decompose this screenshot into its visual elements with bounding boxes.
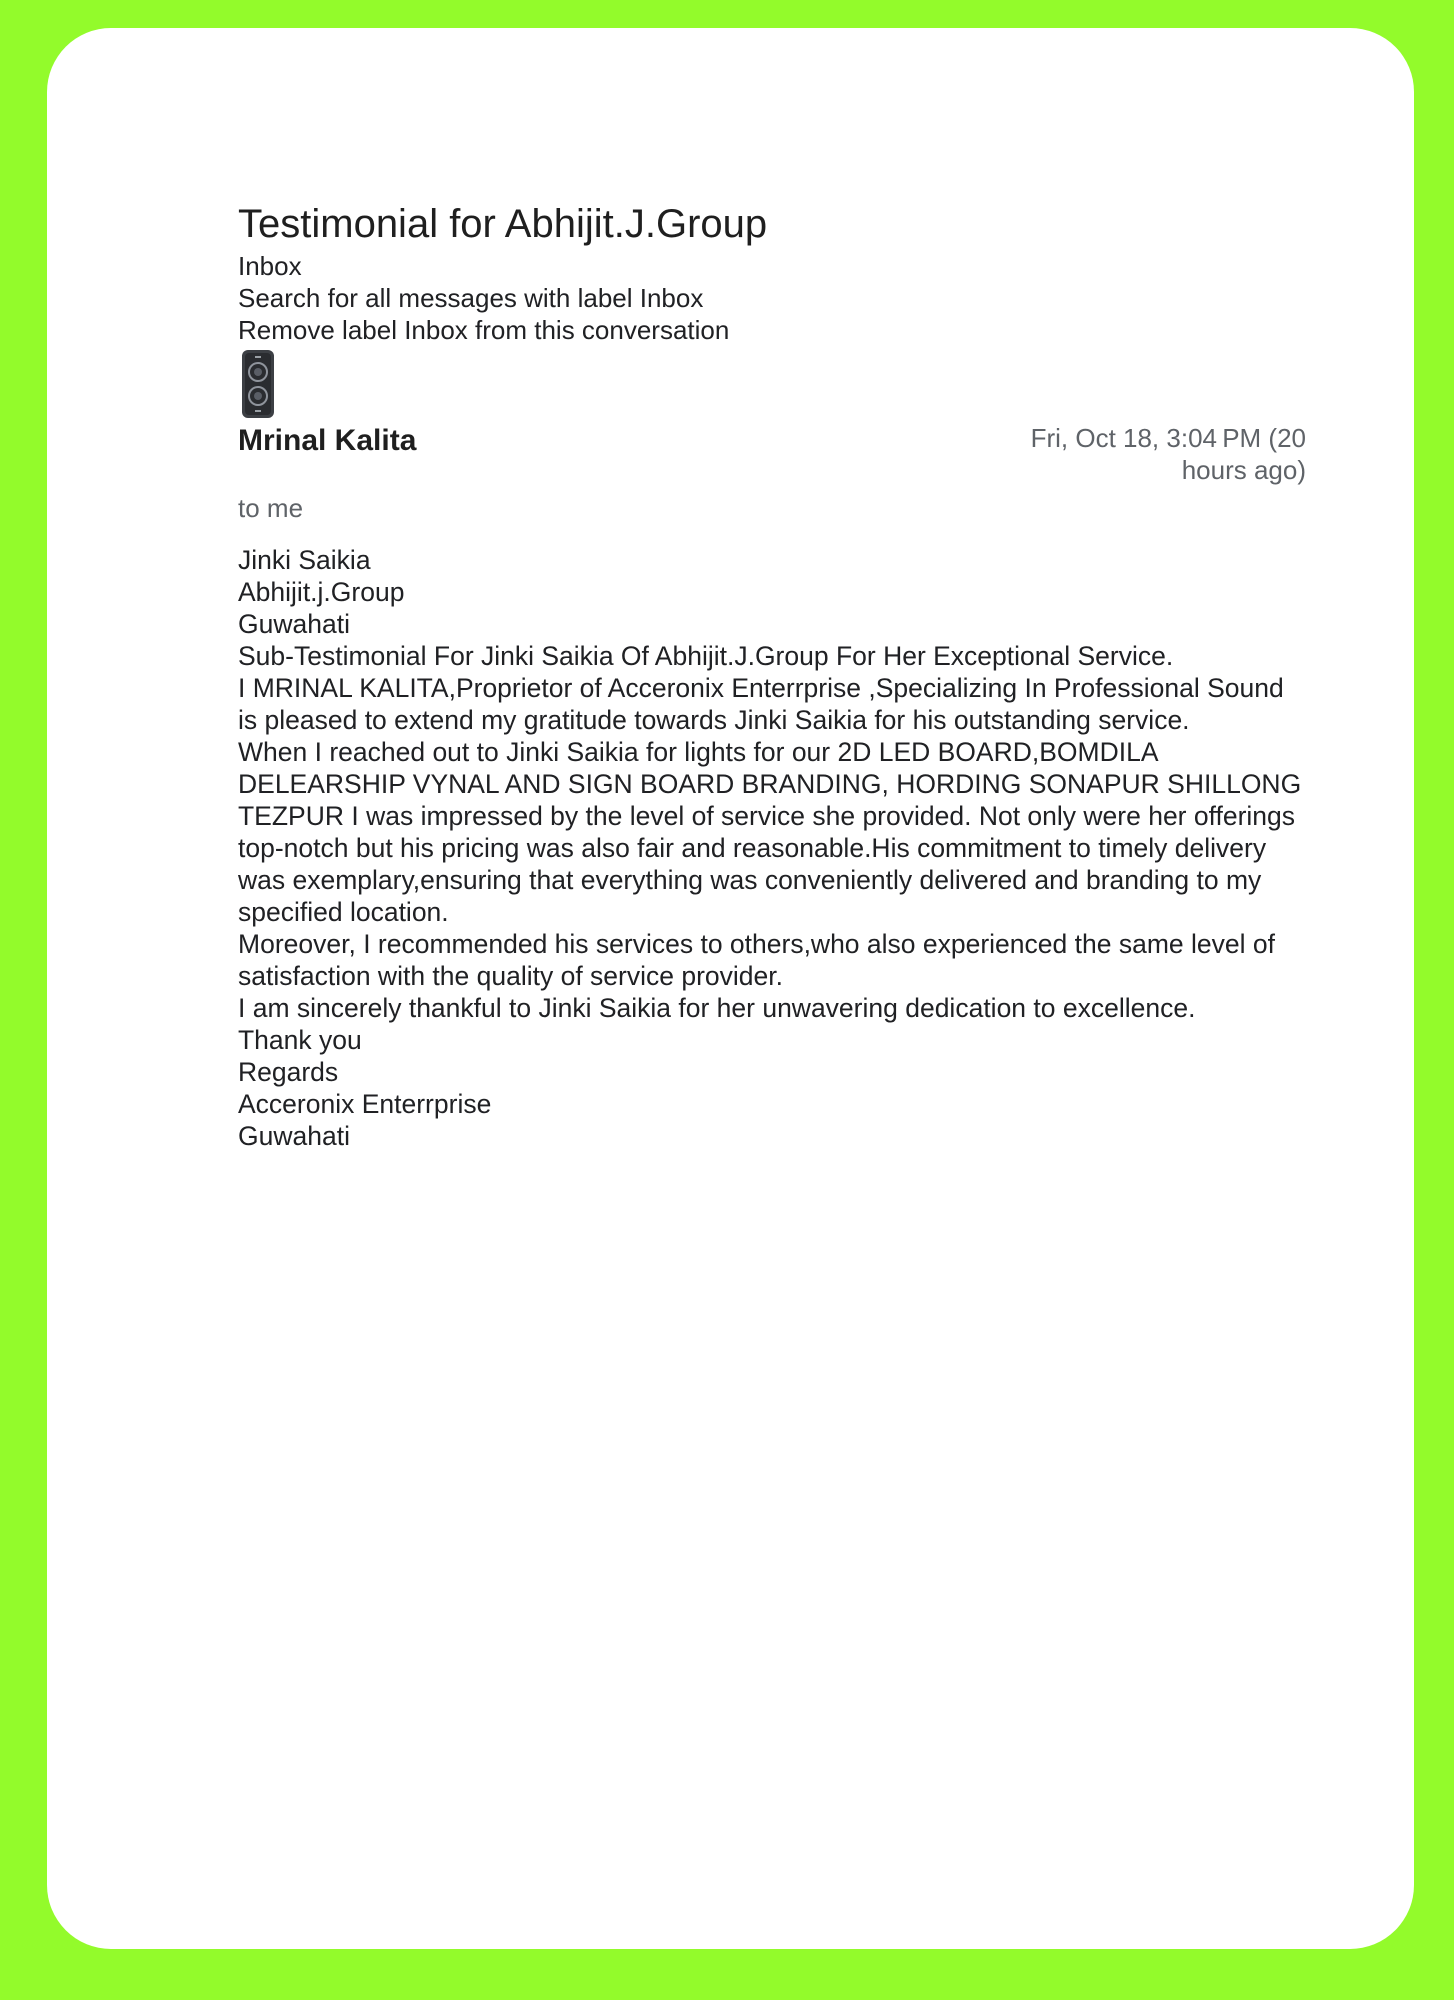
body-line: When I reached out to Jinki Saikia for lights for our 2D LED BOARD,BOMDILA DELEARSHIP VYNAL AND SIGN BOARD BRANDING, HORDING SONAPUR SHILLONG TEZPUR I was impressed by the level of service she provided. Not only were her offerings top-notch but his pricing was also fair and reasonable.His commitment to timely delivery was exemplary,ensuring that everything was conveniently delivered and branding to my specified location. xyxy=(238,737,1302,927)
body-line: Regards xyxy=(238,1057,339,1087)
recipient-line[interactable]: to me xyxy=(238,493,304,523)
email-content xyxy=(238,200,1306,1152)
sender-row xyxy=(238,422,1306,486)
body-line: I MRINAL KALITA,Proprietor of Acceronix Enterrprise ,Specializing In Professional Sound is pleased to extend my gratitude towards Jinki Saikia for his outstanding service. xyxy=(238,673,1284,735)
message-date: Fri, Oct 18, 3:04 PM (20 hours ago) xyxy=(1030,423,1306,485)
body-line: Thank you xyxy=(238,1025,362,1055)
body-line: Guwahati xyxy=(238,1121,350,1151)
label-search-link[interactable]: Search for all messages with label Inbox xyxy=(238,283,704,313)
body-line: I am sincerely thankful to Jinki Saikia for her unwavering dedication to excellence. xyxy=(238,993,1196,1023)
email-subject: Testimonial for Abhijit.J.Group xyxy=(238,202,768,246)
body-line: Moreover, I recommended his services to others,who also experienced the same level of satisfaction with the quality of service provider. xyxy=(238,929,1275,991)
body-line: Abhijit.j.Group xyxy=(238,577,405,607)
label-remove-link[interactable]: Remove label Inbox from this conversation xyxy=(238,315,730,345)
body-line: Guwahati xyxy=(238,609,350,639)
body-line: Acceronix Enterrprise xyxy=(238,1089,492,1119)
body-line: Sub-Testimonial For Jinki Saikia Of Abhijit.J.Group For Her Exceptional Service. xyxy=(238,641,1174,671)
speaker-avatar-icon[interactable] xyxy=(238,348,278,420)
body-line: Jinki Saikia xyxy=(238,545,371,575)
email-card xyxy=(47,28,1414,1949)
sender-name[interactable]: Mrinal Kalita xyxy=(238,424,417,457)
email-body xyxy=(238,544,1306,1152)
label-inbox[interactable]: Inbox xyxy=(238,251,302,281)
